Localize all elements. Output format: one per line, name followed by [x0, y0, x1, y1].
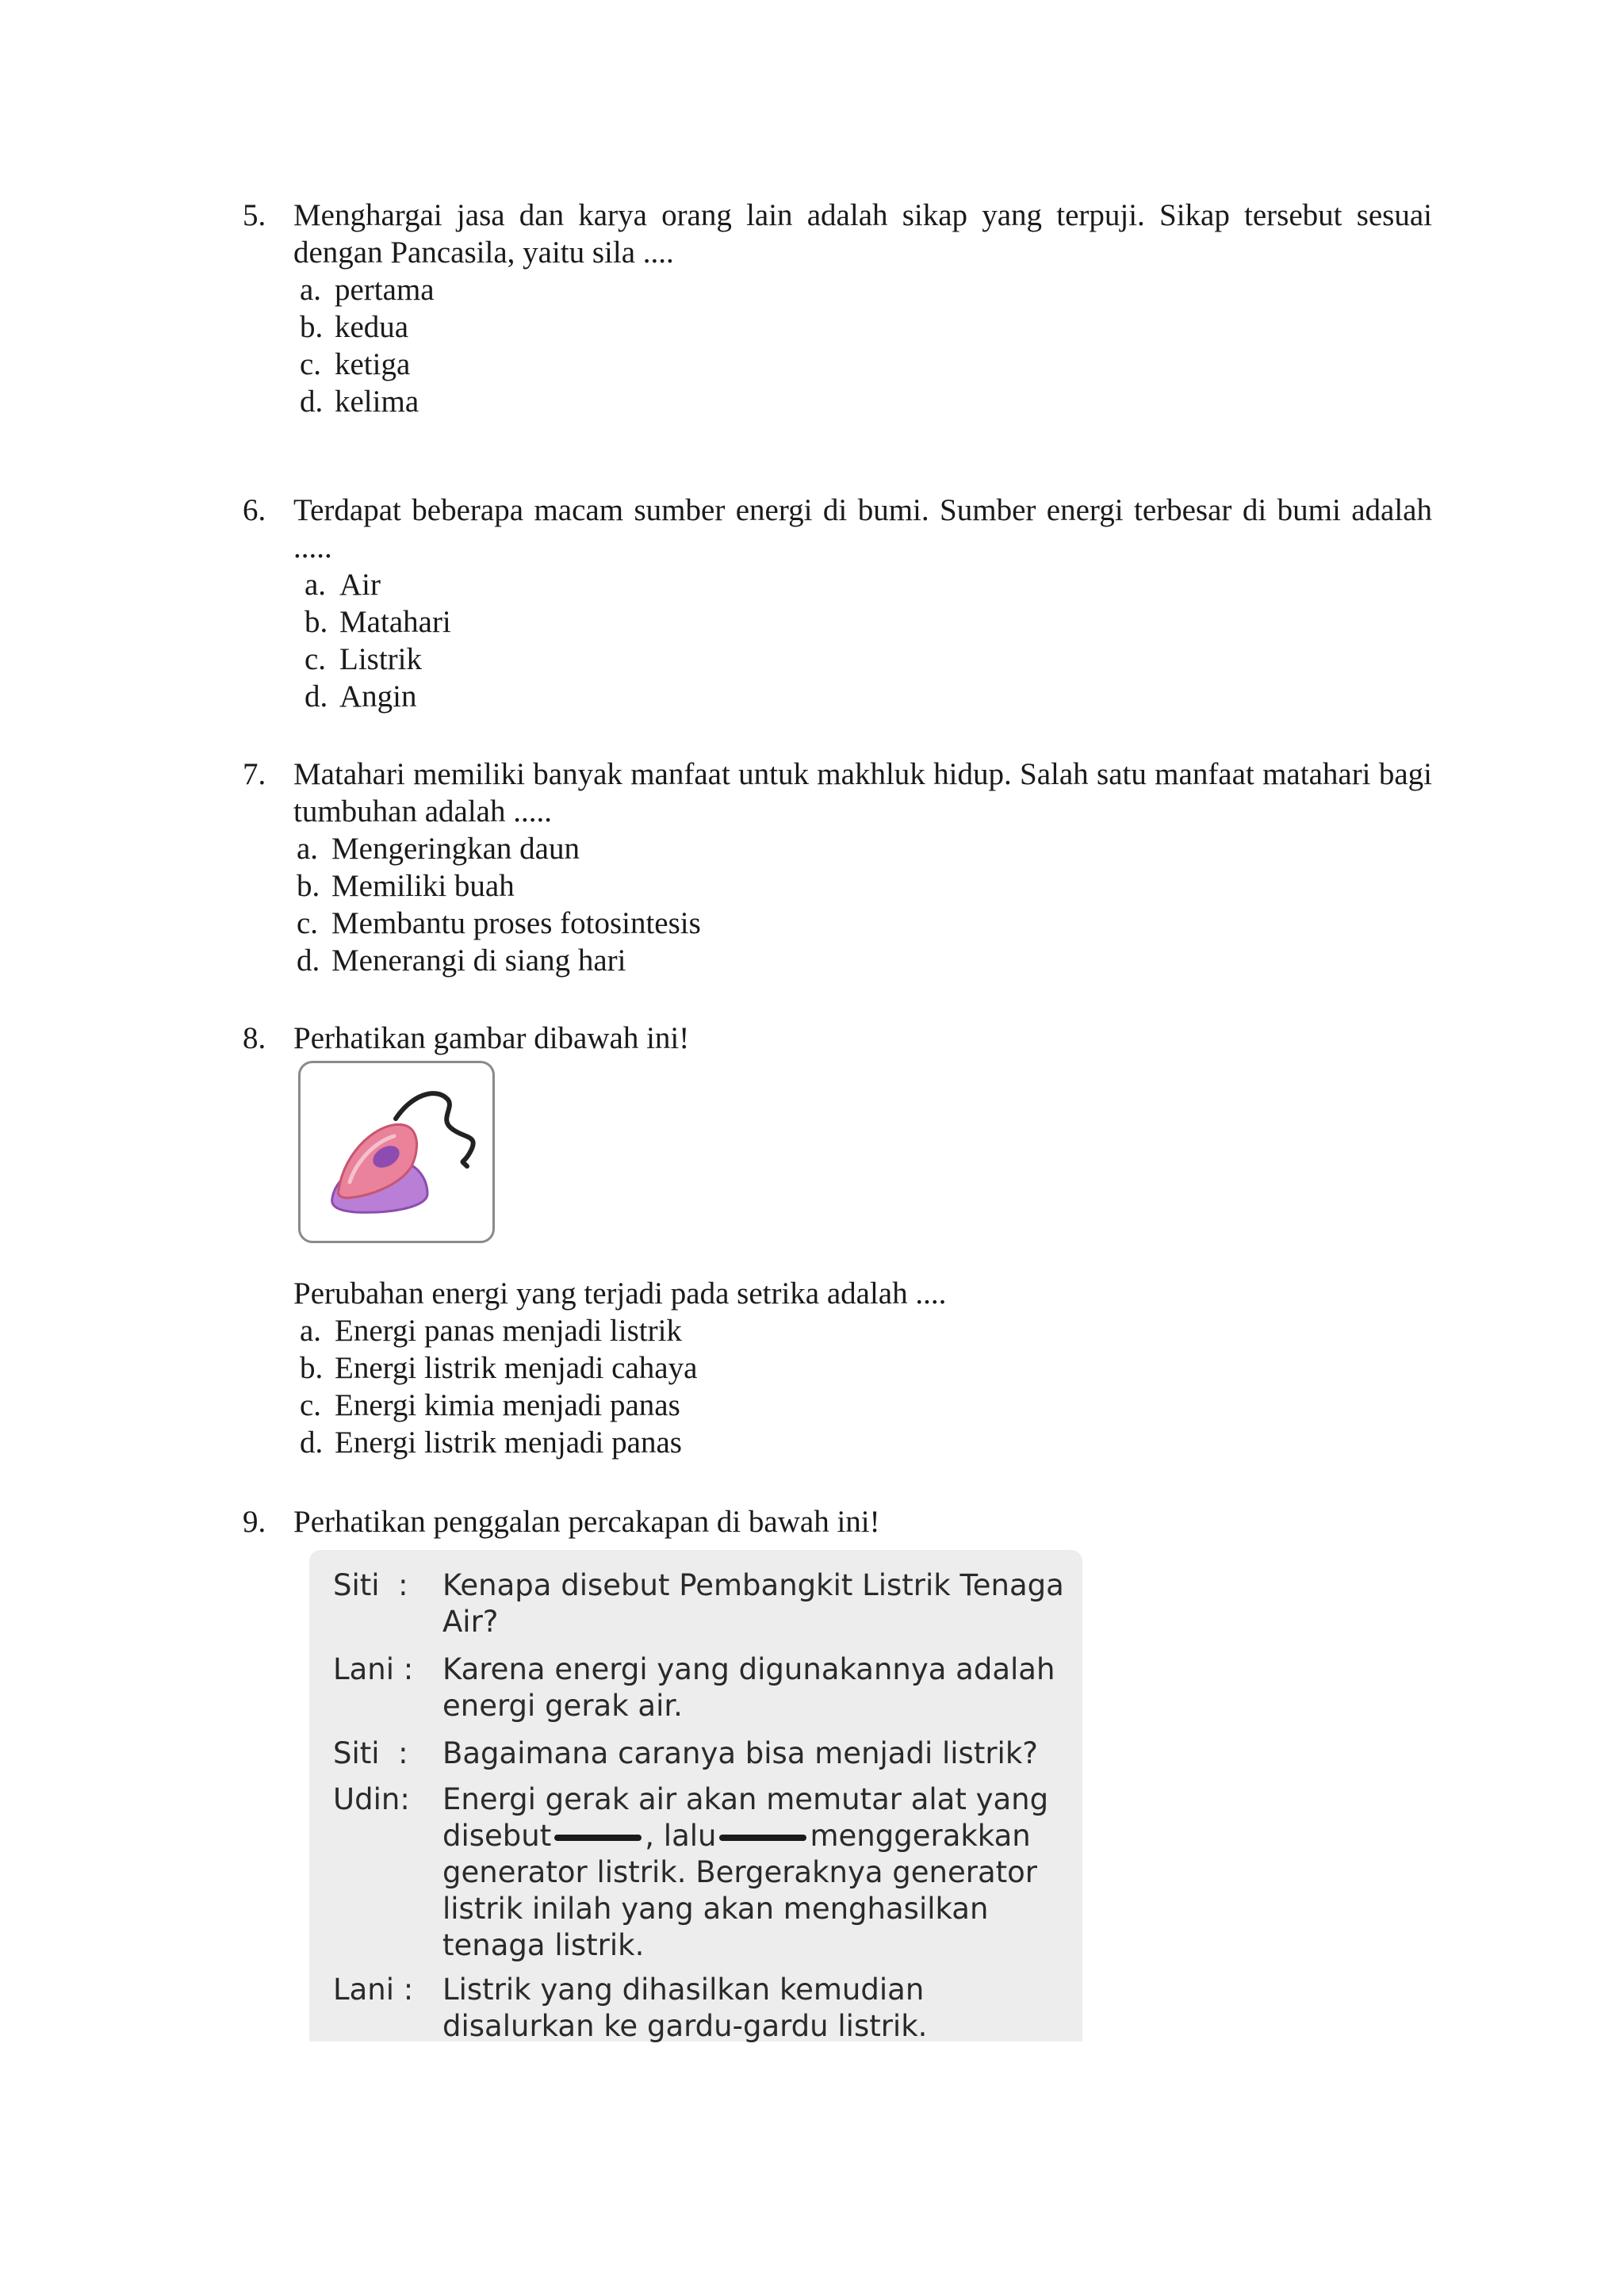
option-list	[290, 830, 1432, 979]
dialog-text: Karena energi yang digunakannya adalah energi gerak air.	[442, 1652, 1055, 1723]
option-text: kelima	[335, 385, 419, 419]
option-list	[298, 566, 1432, 715]
option-text: Energi listrik menjadi cahaya	[335, 1351, 698, 1385]
dialog-speaker: Siti :	[333, 1736, 408, 1770]
option-text: Air	[339, 568, 381, 602]
iron-image-frame	[298, 1061, 495, 1243]
question-text: Menghargai jasa dan karya orang lain adalah sikap yang terpuji. Sikap tersebut sesuai dengan Pancasila, yaitu sila ....	[293, 198, 1432, 270]
question-8-body	[243, 1275, 1432, 1461]
question-number: 6.	[243, 493, 266, 527]
question-number: 9.	[243, 1505, 266, 1539]
option-text: Energi panas menjadi listrik	[335, 1314, 682, 1348]
dialog-text: Bagaimana caranya bisa menjadi listrik?	[442, 1736, 1038, 1770]
question-7	[243, 756, 1432, 979]
option-text: Energi kimia menjadi panas	[335, 1388, 680, 1422]
option-letter: d.	[304, 679, 328, 714]
question-text: Perhatikan penggalan percakapan di bawah ini!	[293, 1505, 880, 1539]
option-text: ketiga	[335, 347, 411, 381]
question-text: Terdapat beberapa macam sumber energi di bumi. Sumber energi terbesar di bumi adalah .....	[293, 493, 1432, 564]
question-subtext: Perubahan energi yang terjadi pada setrika adalah ....	[293, 1276, 947, 1311]
option-text: Matahari	[339, 605, 451, 639]
question-number: 8.	[243, 1021, 266, 1055]
question-5	[243, 197, 1432, 420]
option-letter: a.	[300, 1314, 322, 1348]
question-text: Matahari memiliki banyak manfaat untuk makhluk hidup. Salah satu manfaat matahari bagi tumbuhan adalah .....	[293, 757, 1432, 828]
option-a[interactable]	[290, 830, 1432, 867]
dialog-box	[309, 1550, 1082, 2042]
option-text: Mengeringkan daun	[331, 832, 580, 866]
option-list	[293, 1312, 1432, 1461]
dialog-text: Energi gerak air akan memutar alat yang disebut , lalu menggerakkan generator listrik. Bergeraknya generator listrik inilah yang akan menghasilkan tenaga listrik.	[442, 1782, 1049, 1962]
option-text: kedua	[335, 310, 409, 344]
question-9	[243, 1503, 1432, 1540]
dialog-text: Kenapa disebut Pembangkit Listrik Tenaga Air?	[442, 1568, 1064, 1639]
option-letter: c.	[300, 1388, 322, 1422]
dialog-speaker: Udin:	[333, 1782, 410, 1816]
option-c[interactable]	[293, 346, 1432, 383]
answer-blank[interactable]	[554, 1835, 642, 1841]
option-text: Listrik	[339, 642, 422, 676]
question-6	[243, 492, 1432, 715]
option-letter: b.	[304, 605, 328, 639]
option-letter: d.	[300, 1425, 324, 1460]
option-letter: d.	[297, 943, 320, 978]
question-8	[243, 1020, 1432, 1057]
option-letter: c.	[304, 642, 327, 676]
option-a[interactable]	[293, 271, 1432, 308]
answer-blank[interactable]	[719, 1835, 806, 1841]
option-a[interactable]	[293, 1312, 1432, 1349]
option-list	[293, 271, 1432, 420]
option-d[interactable]	[290, 942, 1432, 979]
option-d[interactable]	[298, 678, 1432, 715]
question-number: 5.	[243, 198, 266, 232]
option-letter: a.	[297, 832, 319, 866]
option-letter: b.	[300, 310, 324, 344]
option-b[interactable]	[293, 1349, 1432, 1387]
option-letter: b.	[297, 869, 320, 903]
dialog-speaker: Siti :	[333, 1568, 408, 1602]
option-text: Menerangi di siang hari	[331, 943, 626, 978]
iron-icon	[301, 1063, 492, 1241]
option-text: pertama	[335, 273, 435, 307]
dialog-speaker: Lani :	[333, 1973, 414, 2007]
option-text: Membantu proses fotosintesis	[331, 906, 701, 940]
option-d[interactable]	[293, 383, 1432, 420]
dialog-text: Listrik yang dihasilkan kemudian disalurkan ke gardu-gardu listrik.	[442, 1973, 928, 2043]
option-letter: c.	[300, 347, 322, 381]
option-letter: b.	[300, 1351, 324, 1385]
option-a[interactable]	[298, 566, 1432, 603]
question-number: 7.	[243, 757, 266, 791]
option-letter: c.	[297, 906, 319, 940]
option-letter: a.	[300, 273, 322, 307]
option-b[interactable]	[298, 603, 1432, 641]
option-c[interactable]	[293, 1387, 1432, 1424]
option-c[interactable]	[290, 905, 1432, 942]
option-text: Angin	[339, 679, 417, 714]
option-d[interactable]	[293, 1424, 1432, 1461]
option-c[interactable]	[298, 641, 1432, 678]
option-b[interactable]	[290, 867, 1432, 905]
dialog-speaker: Lani :	[333, 1652, 414, 1686]
option-letter: a.	[304, 568, 327, 602]
question-text: Perhatikan gambar dibawah ini!	[293, 1021, 690, 1055]
option-text: Energi listrik menjadi panas	[335, 1425, 682, 1460]
option-b[interactable]	[293, 308, 1432, 346]
option-letter: d.	[300, 385, 324, 419]
option-text: Memiliki buah	[331, 869, 515, 903]
